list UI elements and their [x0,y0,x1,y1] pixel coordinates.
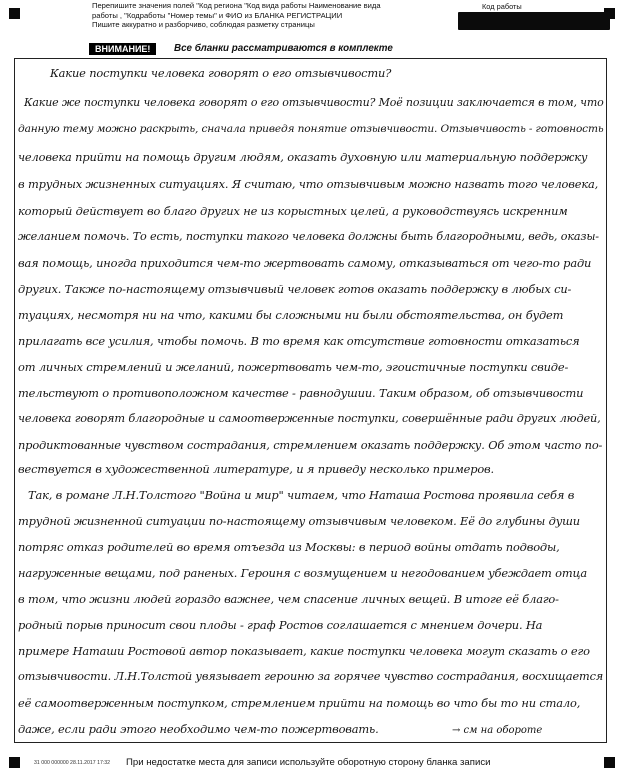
handwritten-line: от личных стремлений и желаний, пожертвовать чем-то, эгоистичные поступки свиде- [18,360,569,374]
handwritten-line: Так, в романе Л.Н.Толстого "Война и мир" читаем, что Наташа Ростова проявила себя в [28,488,575,502]
handwritten-line: других. Также по-настоящему отзывчивый человек готов оказать поддержку в любых си- [18,282,572,296]
handwritten-line: в том, что жизни людей гораздо важнее, чем спасение личных вещей. В итоге её благо- [18,592,559,606]
handwritten-line: человека говорят благородные и самоотверженные поступки, совершённые ради других людей, [18,412,601,425]
handwritten-line: вествуется в художественной литературе, и я приведу несколько примеров. [18,462,495,476]
handwritten-line: человека прийти на помощь другим людям, оказать духовную или материальную поддержку [18,150,588,164]
handwritten-line: Какие же поступки человека говорят о его отзывчивости? Моё позиции заключается в том, что [24,96,604,109]
redacted-work-code-field [458,12,610,30]
handwritten-line: туациях, несмотря ни на что, какими бы сложными ни были обстоятельства, он будет [18,308,564,322]
essay-title-line: Какие поступки человека говорят о его отзывчивости? [50,66,392,80]
handwritten-line: её самоотверженным поступком, стремлением прийти на помощь во что бы то ни стало, [18,696,581,710]
footer-note: При недостатке места для записи используйте оборотную сторону бланка записи [126,757,491,768]
instruction-line: Перепишите значения полей "Код региона "Код вида работы Наименование вида [92,1,381,10]
see-overleaf-note: → см на обороте [452,725,543,736]
handwritten-line: примере Наташи Ростовой автор показывает, какие поступки человека могут сказать о его [18,644,590,658]
instruction-line: Пишите аккуратно и разборчиво, соблюдая разметку страницы [92,20,315,30]
instruction-line: работы , "Кодработы "Номер темы" и ФИО из БЛАНКА РЕГИСТРАЦИИ [92,10,343,20]
handwritten-line: данную тему можно раскрыть, сначала приведя понятие отзывчивости. Отзывчивость - готовность [18,123,604,135]
handwritten-line: в трудных жизненных ситуациях. Я считаю, что отзывчивым можно назвать того человека, [18,177,599,191]
handwritten-line: трудной жизненной ситуации по-настоящему отзывчивым человеком. Её до глубины души [18,514,580,528]
handwritten-line: нагруженные вещами, под раненых. Героиня с возмущением и негодованием убеждает отца [18,566,587,580]
registration-mark-top-left [9,8,20,19]
form-serial-code: 31 000 000000 28.11.2017 17:32 [34,760,111,766]
attention-note: Все бланки рассматриваются в комплекте [174,43,393,54]
handwritten-line: прилагать все усилия, чтобы помочь. В то время как отсутствие готовности отказаться [18,334,580,348]
attention-badge: ВНИМАНИЕ! [89,43,156,55]
handwritten-line: желанием помочь. То есть, поступки такого человека должны быть благородными, ведь, оказы- [18,230,599,243]
registration-mark-bottom-right [604,757,615,768]
handwritten-line: даже, если ради этого необходимо чем-то пожертвовать. [18,722,379,736]
handwritten-line: тельствуют о противоположном качестве - равнодушии. Таким образом, об отзывчивости [18,386,584,400]
handwritten-line: который действует во благо других не из корыстных целей, а руководствуясь искренним [18,204,568,218]
registration-mark-bottom-left [9,757,20,768]
handwritten-line: отзывчивости. Л.Н.Толстой увязывает героиню за горячее чувство сострадания, восхищается [18,670,604,683]
header-instructions [92,1,452,30]
handwritten-line: вая помощь, иногда приходится чем-то жертвовать самому, отказываться от чего-то ради [18,256,592,270]
handwritten-line: продиктованные чувством сострадания, стремлением оказать поддержку. Об этом часто по- [18,438,603,452]
work-code-label: Код работы [482,2,522,11]
handwritten-line: потряс отказ родителей во время отъезда из Москвы: в период войны отдать подводы, [18,540,560,554]
handwritten-line: родный порыв приносит свои плоды - граф Ростов соглашается с мнением дочери. На [18,618,543,632]
